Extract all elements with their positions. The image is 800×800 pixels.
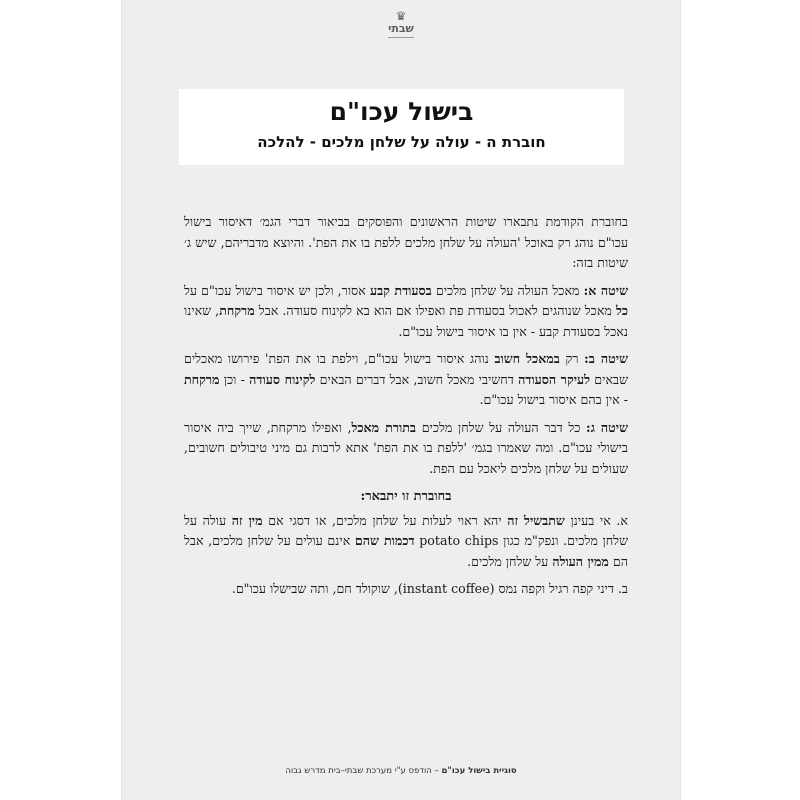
- shita-a-label: שיטה א:: [583, 282, 628, 298]
- section-heading: בחוברת זו יתבאר:: [360, 489, 452, 504]
- publisher-logo: [378, 10, 424, 42]
- logo-underline: [388, 37, 414, 38]
- shita-g-label: שיטה ג:: [586, 419, 628, 435]
- title-box: [179, 89, 624, 165]
- intro-paragraph: בחוברת הקודמת נתבארו שיטות הראשונים והפוסקים בביאור דברי הגמ׳ דאיסור בישול עכו"ם נוהג רק באוכל 'העולה על שלחן מלכים ללפת בו את הפת'. והיוצא מדבריהם, שיש ג׳ שיטות בזה:: [184, 214, 628, 270]
- logo-text: שבתי: [388, 22, 414, 35]
- page-title: בישול עכו"ם: [329, 97, 474, 126]
- latin-term: potato chips: [419, 533, 499, 548]
- body-text: [184, 212, 628, 607]
- shita-b-label: שיטה ב:: [584, 351, 628, 366]
- section-item-a: א. אי בעינן שתבשיל זה יהא ראוי לעלות על שלחן מלכים, או דסגי אם מין זה עולה על שלחן מלכים. ונפק"מ כגון potato chips דכמות שהם אינם עולים על שלחן מלכים, אבל הם ממין העולה על שלחן מלכים.: [184, 512, 628, 569]
- crown-icon: ♛: [395, 9, 407, 23]
- page-subtitle: חוברת ה - עולה על שלחן מלכים - להלכה: [257, 133, 546, 151]
- document-page: [122, 0, 680, 800]
- shita-b-paragraph: שיטה ב: רק במאכל חשוב נוהג איסור בישול עכו"ם, וילפת בו את הפת' פירושו מאכלים שבאים לעיקר הסעודה דחשיבי מאכל חשוב, אבל דברים הבאים לקינוח סעודה - וכן מרקחת - אין בהם איסור בישול עכו"ם.: [184, 351, 628, 407]
- shita-a-paragraph: שיטה א: מאכל העולה על שלחן מלכים בסעודת קבע אסור, ולכן יש איסור בישול עכו"ם על כל מאכל שנוהגים לאכול בסעודת פת ואפילו אם הוא בא לקינוח סעודה. אבל מרקחת, שאינו נאכל בסעודת קבע - אין בו איסור בישול עכו"ם.: [184, 282, 628, 339]
- latin-term: (instant coffee): [397, 581, 495, 596]
- section-item-b: ב. דיני קפה רגיל וקפה נמס (instant coffee), שוקולד חם, ותה שבישלו עכו"ם.: [231, 581, 628, 596]
- page-footer: סוגיית בישול עכו"ם – הודפס ע"י מערכת שבתי–בית מדרש גבוה: [285, 766, 517, 776]
- shita-g-paragraph: שיטה ג: כל דבר העולה על שלחן מלכים בתורת מאכל, ואפילו מרקחת, שייך ביה איסור בישולי עכו"ם. ומה שאמרו בגמ׳ 'ללפת בו את הפת' אתא לרבות גם מיני טיבולים חשובים, שעולים על שלחן מלכים ליאכל עם הפת.: [184, 419, 628, 476]
